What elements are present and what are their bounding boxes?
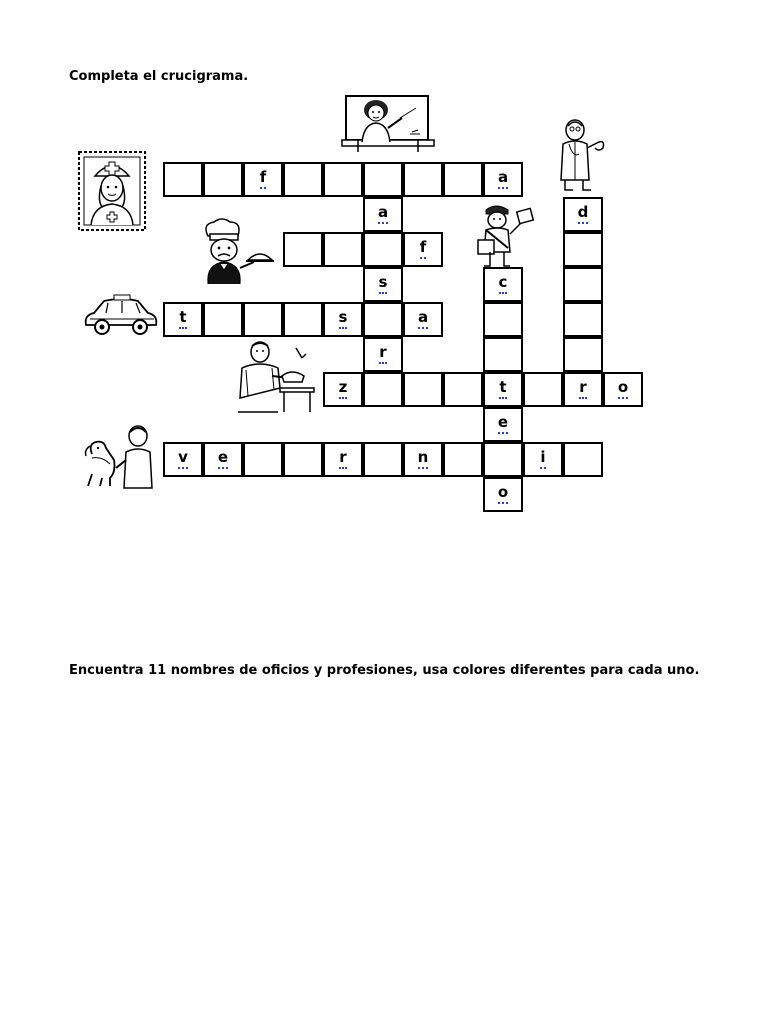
crossword-cell[interactable] xyxy=(363,162,403,197)
crossword-cell[interactable] xyxy=(323,232,363,267)
crossword-cell[interactable] xyxy=(203,302,243,337)
crossword-cell[interactable] xyxy=(403,442,443,477)
crossword-cell[interactable] xyxy=(363,197,403,232)
crossword-given-letter: d xyxy=(578,205,589,224)
crossword-given-letter: a xyxy=(418,310,428,329)
crossword-cell[interactable] xyxy=(323,372,363,407)
crossword-cell[interactable] xyxy=(563,337,603,372)
crossword-cell[interactable] xyxy=(523,442,563,477)
crossword-cell[interactable] xyxy=(483,302,523,337)
crossword-cell[interactable] xyxy=(483,267,523,302)
crossword-given-letter: r xyxy=(339,450,346,469)
crossword-given-letter: a xyxy=(498,170,508,189)
crossword-cell[interactable] xyxy=(243,162,283,197)
crossword-cell[interactable] xyxy=(203,442,243,477)
crossword-given-letter: f xyxy=(420,240,427,259)
crossword-cell[interactable] xyxy=(483,372,523,407)
crossword-given-letter: t xyxy=(499,380,506,399)
crossword-cell[interactable] xyxy=(483,442,523,477)
crossword-cell[interactable] xyxy=(283,302,323,337)
crossword-cell[interactable] xyxy=(363,442,403,477)
crossword-cell[interactable] xyxy=(323,442,363,477)
word-search-instruction: Encuentra 11 nombres de oficios y profesiones, usa colores diferentes para cada uno. xyxy=(69,663,700,678)
crossword-cell[interactable] xyxy=(163,442,203,477)
teacher-icon xyxy=(340,92,436,156)
crossword-given-letter: o xyxy=(498,485,508,504)
crossword-given-letter: e xyxy=(218,450,228,469)
crossword-given-letter: c xyxy=(499,275,508,294)
crossword-cell[interactable] xyxy=(163,162,203,197)
crossword-cell[interactable] xyxy=(323,162,363,197)
crossword-cell[interactable] xyxy=(403,302,443,337)
doctor-icon xyxy=(555,118,609,194)
crossword-given-letter: s xyxy=(339,310,348,329)
crossword-cell[interactable] xyxy=(363,337,403,372)
crossword-given-letter: v xyxy=(178,450,188,469)
crossword-cell[interactable] xyxy=(163,302,203,337)
shoemaker-icon xyxy=(232,338,320,414)
crossword-cell[interactable] xyxy=(483,162,523,197)
crossword-cell[interactable] xyxy=(243,302,283,337)
veterinarian-icon xyxy=(80,424,158,490)
crossword-cell[interactable] xyxy=(283,442,323,477)
crossword-given-letter: f xyxy=(260,170,267,189)
crossword-cell[interactable] xyxy=(363,302,403,337)
crossword-given-letter: n xyxy=(418,450,429,469)
crossword-given-letter: z xyxy=(339,380,348,399)
crossword-cell[interactable] xyxy=(363,372,403,407)
crossword-instruction: Completa el crucigrama. xyxy=(69,69,249,84)
crossword-cell[interactable] xyxy=(563,232,603,267)
crossword-cell[interactable] xyxy=(243,442,283,477)
crossword-given-letter: r xyxy=(579,380,586,399)
crossword-given-letter: s xyxy=(379,275,388,294)
crossword-cell[interactable] xyxy=(563,372,603,407)
mail-carrier-icon xyxy=(476,200,536,270)
crossword-cell[interactable] xyxy=(363,232,403,267)
taxi-icon xyxy=(82,293,160,337)
crossword-cell[interactable] xyxy=(563,267,603,302)
crossword-given-letter: e xyxy=(498,415,508,434)
crossword-cell[interactable] xyxy=(203,162,243,197)
crossword-cell[interactable] xyxy=(483,477,523,512)
crossword-cell[interactable] xyxy=(403,372,443,407)
crossword-cell[interactable] xyxy=(563,197,603,232)
crossword-cell[interactable] xyxy=(323,302,363,337)
crossword-cell[interactable] xyxy=(443,162,483,197)
crossword-cell[interactable] xyxy=(563,302,603,337)
crossword-cell[interactable] xyxy=(403,232,443,267)
crossword-given-letter: r xyxy=(379,345,386,364)
crossword-cell[interactable] xyxy=(523,372,563,407)
crossword-cell[interactable] xyxy=(283,232,323,267)
crossword-cell[interactable] xyxy=(483,407,523,442)
crossword-cell[interactable] xyxy=(563,442,603,477)
crossword-given-letter: i xyxy=(540,450,545,469)
crossword-cell[interactable] xyxy=(483,337,523,372)
crossword-cell[interactable] xyxy=(403,162,443,197)
crossword-given-letter: o xyxy=(618,380,628,399)
crossword-cell[interactable] xyxy=(363,267,403,302)
crossword-cell[interactable] xyxy=(443,442,483,477)
crossword-given-letter: t xyxy=(179,310,186,329)
crossword-cell[interactable] xyxy=(603,372,643,407)
crossword-given-letter: a xyxy=(378,205,388,224)
nurse-icon xyxy=(77,150,147,232)
crossword-cell[interactable] xyxy=(283,162,323,197)
chef-icon xyxy=(194,218,276,286)
crossword-cell[interactable] xyxy=(443,372,483,407)
